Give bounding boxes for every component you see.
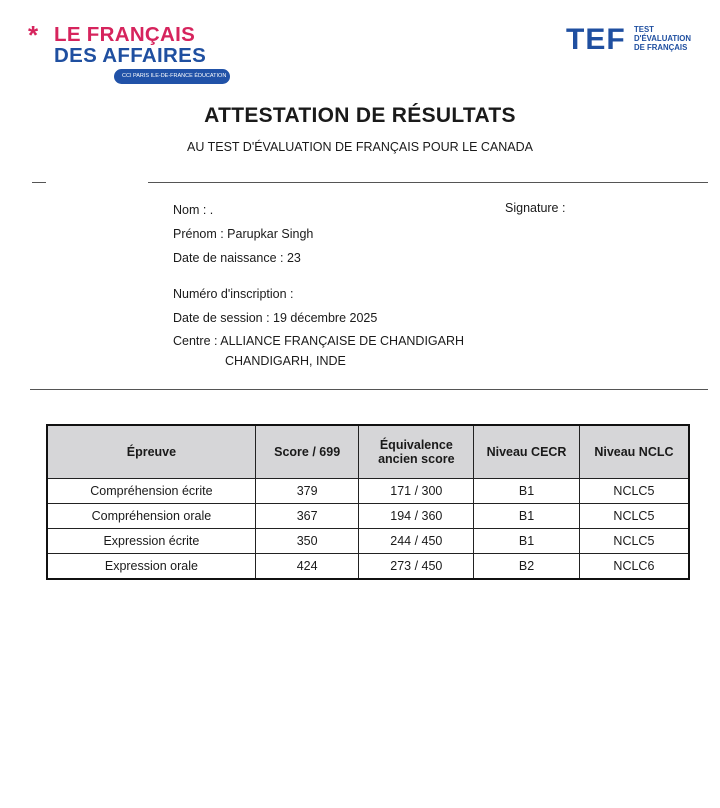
cell-nclc: NCLC5	[579, 504, 689, 529]
document-title: ATTESTATION DE RÉSULTATS	[204, 104, 516, 127]
field-centre: Centre : ALLIANCE FRANÇAISE DE CHANDIGARH	[173, 334, 465, 348]
le-francais-des-affaires-logo	[28, 20, 227, 88]
tef-logo-sub-line-3: DE FRANÇAIS	[634, 43, 688, 52]
table-row	[47, 529, 689, 554]
cell-equivalence: 194 / 360	[359, 504, 474, 529]
cell-score: 379	[255, 479, 359, 504]
field-nom: Nom : .	[173, 203, 214, 217]
asterisk-icon: *	[28, 20, 39, 50]
cell-nclc: NCLC6	[579, 554, 689, 580]
cell-epreuve: Compréhension orale	[47, 504, 255, 529]
table-header-row	[47, 425, 689, 479]
document-subtitle: AU TEST D'ÉVALUATION DE FRANÇAIS POUR LE CANADA	[187, 140, 533, 154]
cell-epreuve: Expression écrite	[47, 529, 255, 554]
cell-nclc: NCLC5	[579, 529, 689, 554]
tef-logo-sub-line-2: D'ÉVALUATION	[634, 34, 692, 43]
cell-epreuve: Compréhension écrite	[47, 479, 255, 504]
logo-line-2: DES AFFAIRES	[54, 44, 207, 67]
table-row	[47, 504, 689, 529]
cell-cecr: B2	[474, 554, 580, 580]
cell-equivalence: 244 / 450	[359, 529, 474, 554]
header-equivalence-line-1: Équivalence	[379, 438, 453, 452]
cell-cecr: B1	[474, 529, 580, 554]
results-table	[46, 424, 690, 580]
field-numero-inscription: Numéro d'inscription :	[173, 287, 294, 301]
header-equivalence-line-2: ancien score	[378, 452, 455, 466]
tef-logo-main: TEF	[566, 23, 626, 56]
cell-score: 367	[255, 504, 359, 529]
tef-logo-subtitle	[634, 25, 691, 52]
cell-equivalence: 171 / 300	[359, 479, 474, 504]
cell-cecr: B1	[474, 479, 580, 504]
field-prenom: Prénom : Parupkar Singh	[173, 227, 314, 241]
header-equivalence	[359, 425, 474, 479]
signature-label: Signature :	[505, 201, 566, 215]
field-date-naissance: Date de naissance : 23	[173, 251, 301, 265]
cell-score: 424	[255, 554, 359, 580]
field-centre-line2: CHANDIGARH, INDE	[225, 354, 346, 368]
tef-logo-sub-line-1: TEST	[634, 25, 654, 34]
header-epreuve: Épreuve	[47, 425, 255, 479]
table-row	[47, 554, 689, 580]
cell-cecr: B1	[474, 504, 580, 529]
divider-bottom	[30, 389, 708, 390]
cell-epreuve: Expression orale	[47, 554, 255, 580]
cci-badge: CCI PARIS ILE-DE-FRANCE ÉDUCATION	[114, 69, 230, 84]
header-score: Score / 699	[255, 425, 359, 479]
cell-nclc: NCLC5	[579, 479, 689, 504]
cell-equivalence: 273 / 450	[359, 554, 474, 580]
tef-logo	[566, 24, 706, 60]
table-row	[47, 479, 689, 504]
logo-line-1: LE FRANÇAIS	[54, 23, 196, 46]
divider-stub	[32, 182, 46, 183]
divider-top	[148, 182, 708, 183]
header-niveau-cecr: Niveau CECR	[474, 425, 580, 479]
cell-score: 350	[255, 529, 359, 554]
field-date-session: Date de session : 19 décembre 2025	[173, 311, 378, 325]
header-niveau-nclc: Niveau NCLC	[579, 425, 689, 479]
